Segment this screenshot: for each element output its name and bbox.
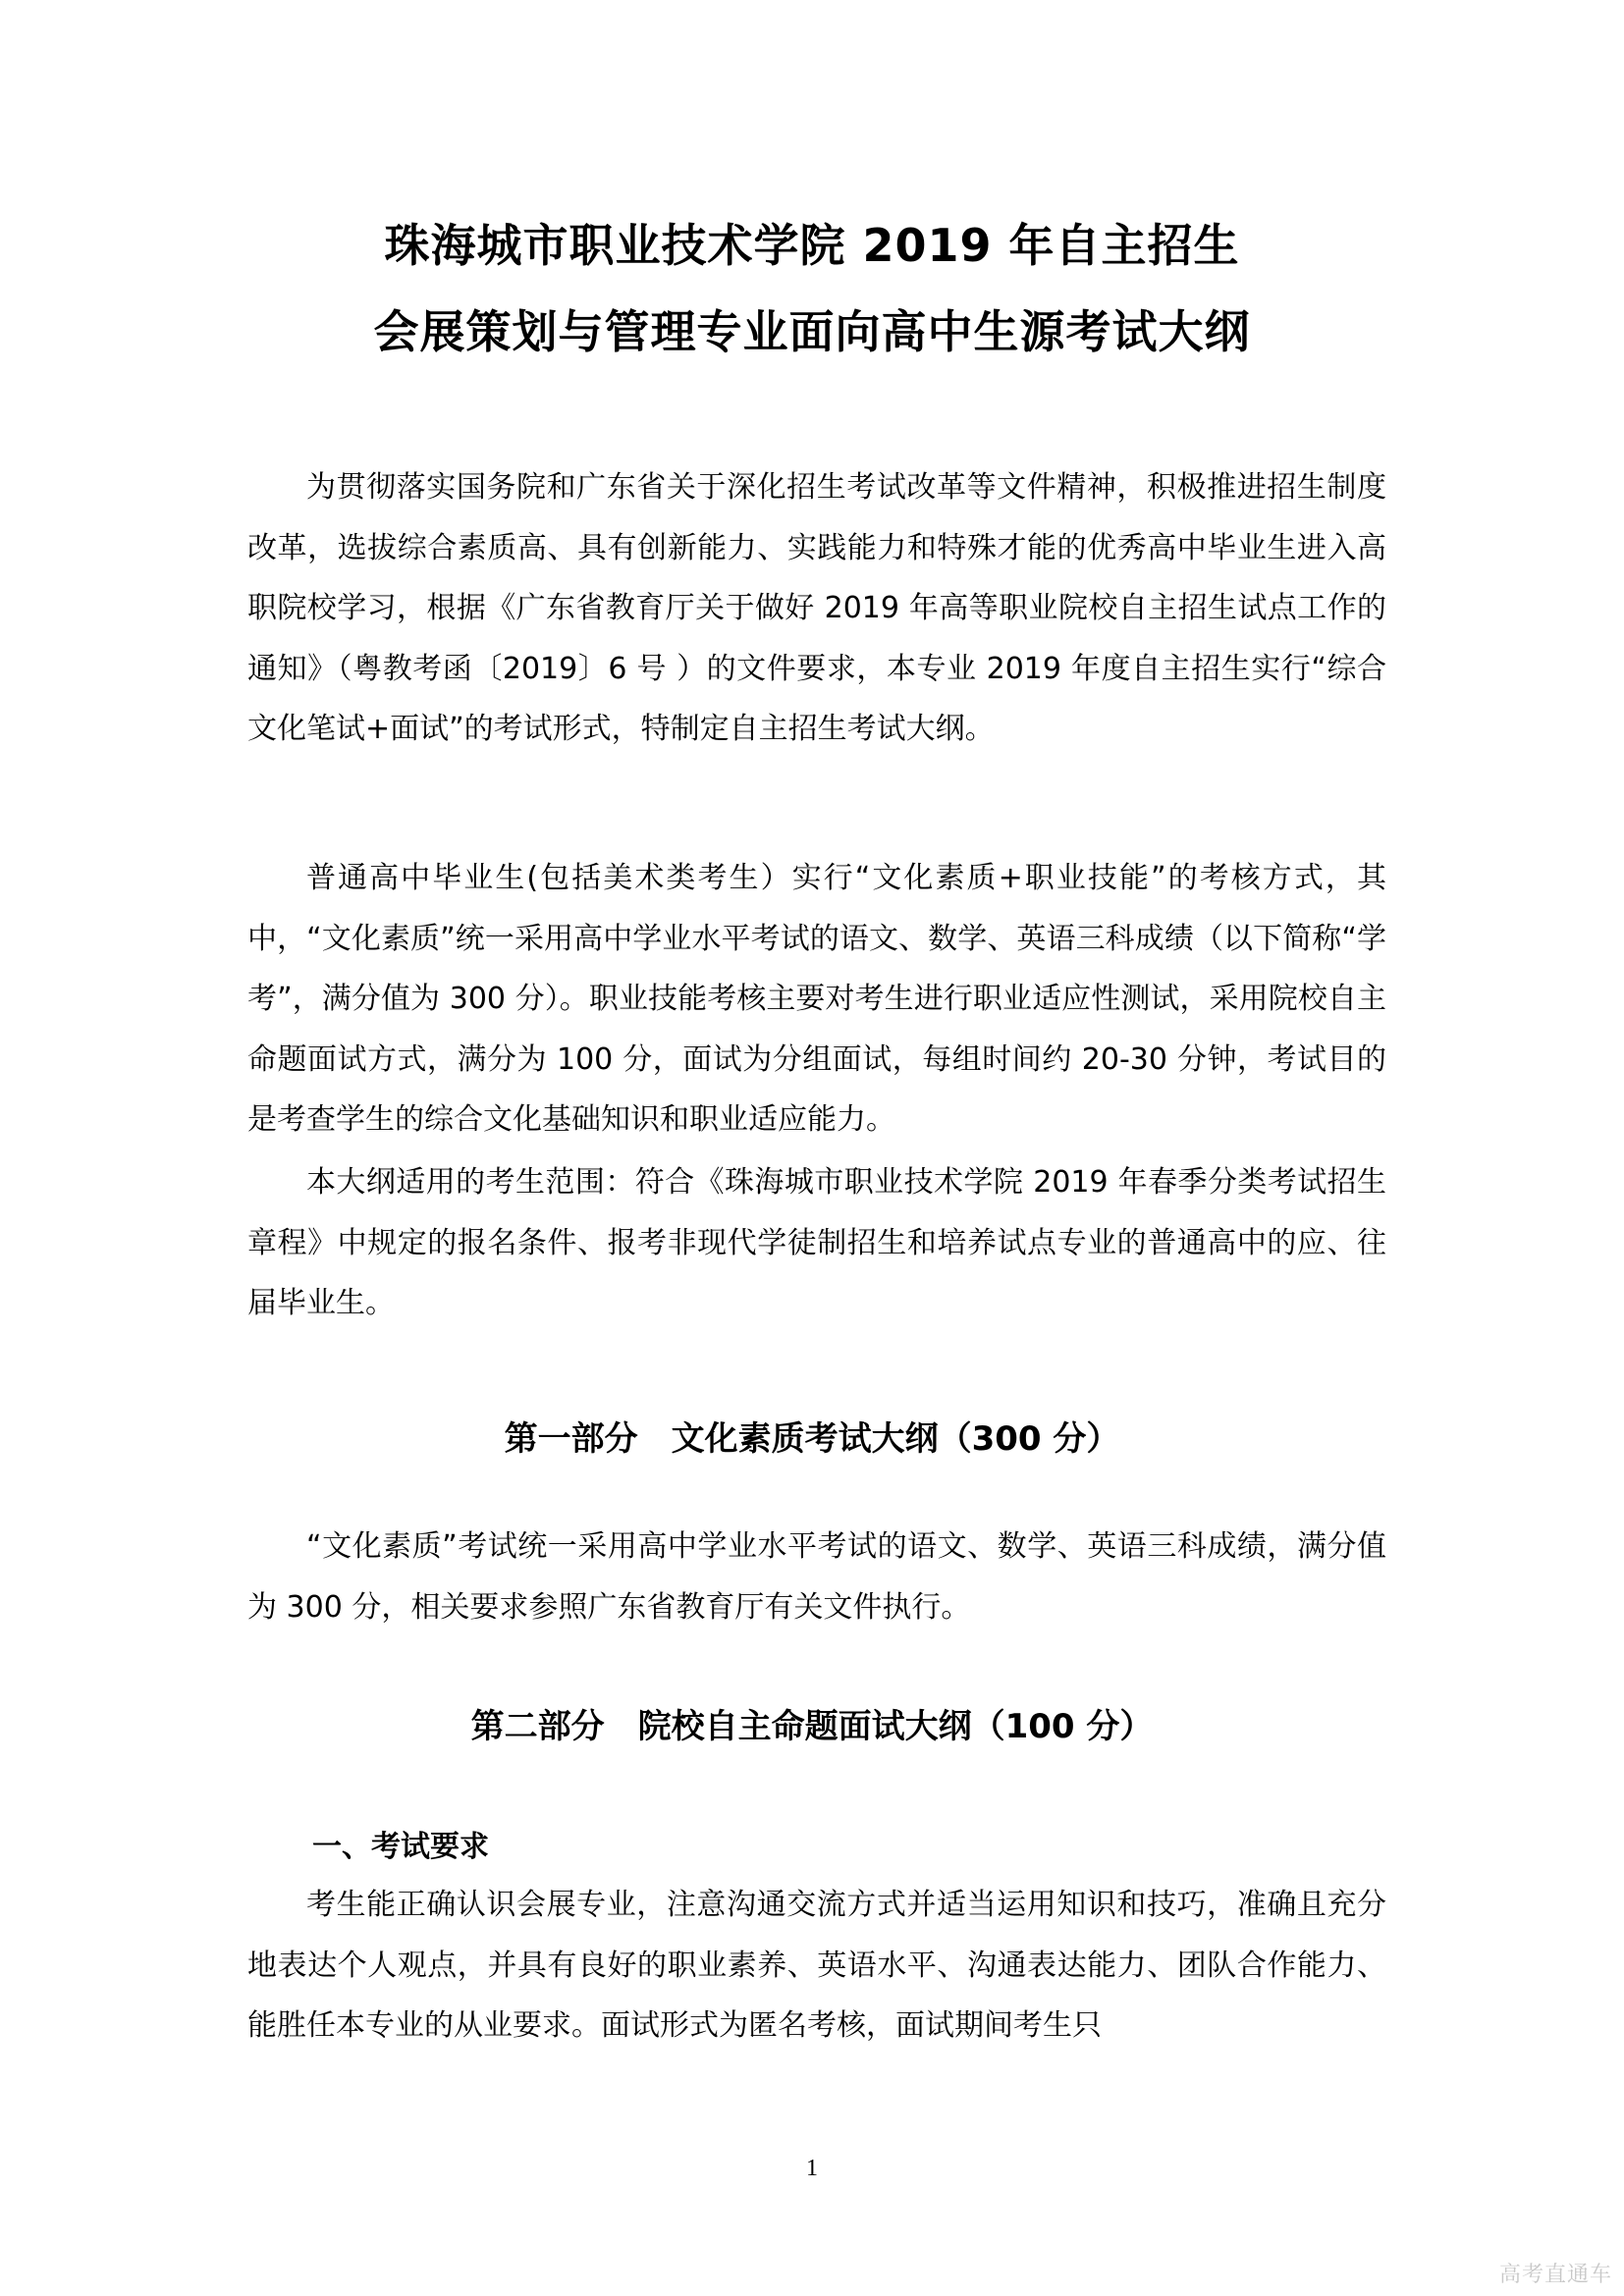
part1-heading: 第一部分 文化素质考试大纲（300 分） xyxy=(504,1419,1120,1459)
exam-requirements-heading: 一、考试要求 xyxy=(312,1830,489,1864)
requirements-paragraph: 考生能正确认识会展专业，注意沟通交流方式并适当运用知识和技巧，准确且充分地表达个人观点，并具有良好的职业素养、英语水平、沟通表达能力、团队合作能力、能胜任本专业的从业要求。面试形式为匿名考核，面试期间考生只 xyxy=(247,1888,1386,2043)
intro-paragraph-block xyxy=(247,457,1386,760)
document-title-line-1: 珠海城市职业技术学院 2019 年自主招生 xyxy=(384,219,1240,272)
watermark-text: 高考直通车 xyxy=(1498,2263,1612,2287)
part2-heading: 第二部分 院校自主命题面试大纲（100 分） xyxy=(470,1707,1154,1746)
assessment-paragraph: 普通高中毕业生(包括美术类考生）实行“文化素质+职业技能”的考核方式，其中，“文化素质”统一采用高中学业水平考试的语文、数学、英语三科成绩（以下简称“学考”，满分值为 300 分）。职业技能考核主要对考生进行职业适应性测试，采用院校自主命题面试方式，满分为 100 分，面试为分组面试，每组时间约 20-30 分钟，考试目的是考查学生的综合文化基础知识和职业适应能力。 xyxy=(247,861,1386,1137)
part1-paragraph: “文化素质”考试统一采用高中学业水平考试的语文、数学、英语三科成绩，满分值为 300 分，相关要求参照广东省教育厅有关文件执行。 xyxy=(247,1529,1386,1625)
intro-paragraph: 为贯彻落实国务院和广东省关于深化招生考试改革等文件精神，积极推进招生制度改革，选拔综合素质高、具有创新能力、实践能力和特殊才能的优秀高中毕业生进入高职院校学习，根据《广东省教育厅关于做好 2019 年高等职业院校自主招生试点工作的通知》（粤教考函〔2019〕6 号 ）的文件要求，本专业 2019 年度自主招生实行“综合文化笔试+面试”的考试形式，特制定自主招生考试大纲。 xyxy=(247,470,1386,746)
scope-paragraph-block xyxy=(247,1152,1386,1334)
document-title-line-2: 会展策划与管理专业面向高中生源考试大纲 xyxy=(373,305,1251,358)
requirements-paragraph-block xyxy=(247,1875,1386,2056)
scope-paragraph: 本大纲适用的考生范围：符合《珠海城市职业技术学院 2019 年春季分类考试招生章程》中规定的报名条件、报考非现代学徒制招生和培养试点专业的普通高中的应、往届毕业生。 xyxy=(247,1165,1386,1320)
part1-paragraph-block xyxy=(247,1517,1386,1637)
assessment-paragraph-block xyxy=(247,848,1386,1150)
page-number: 1 xyxy=(806,2156,818,2181)
